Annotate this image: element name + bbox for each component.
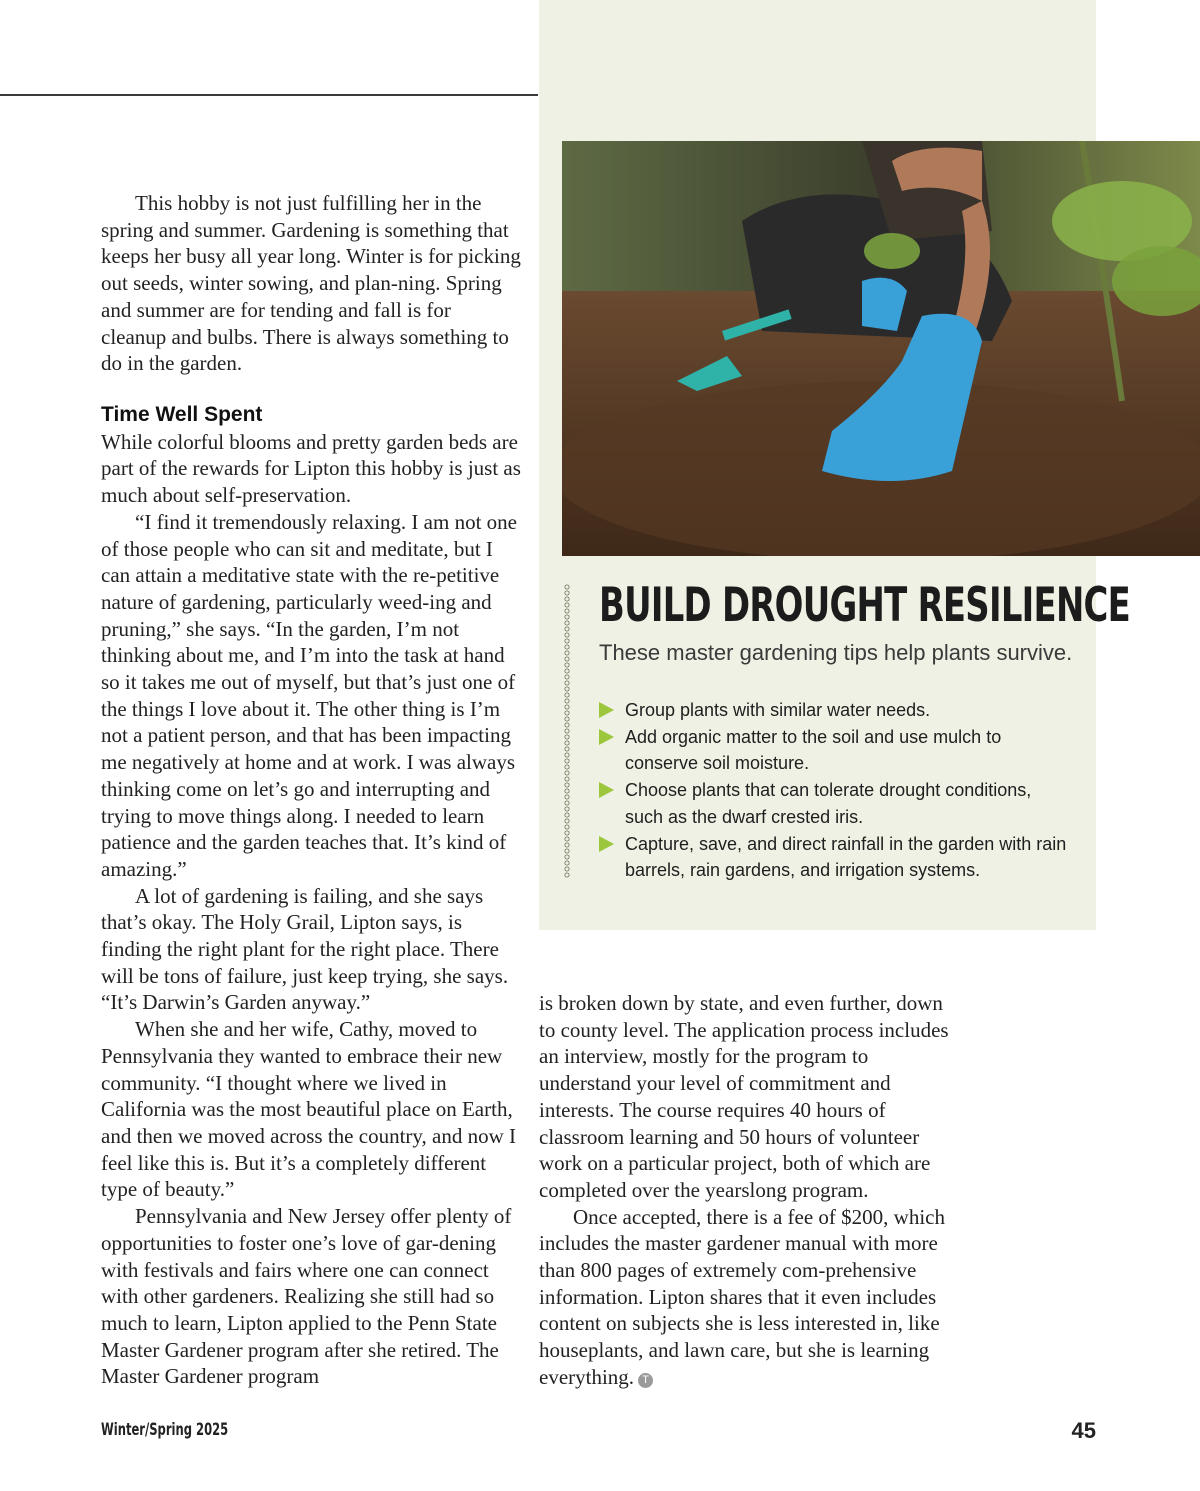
dotted-divider [563,584,571,878]
tip-item: Group plants with similar water needs. [599,697,1069,724]
tip-item: Add organic matter to the soil and use mulch to conserve soil moisture. [599,724,1069,777]
tip-item: Choose plants that can tolerate drought conditions, such as the dwarf crested iris. [599,777,1069,830]
tips-list [599,697,1069,884]
sidebar-title: BUILD DROUGHT RESILIENCE [599,578,1131,633]
gardening-photo [562,141,1200,556]
top-rule [0,94,538,96]
issue-label: Winter/Spring 2025 [101,1420,229,1440]
body-paragraph-last [539,1204,959,1391]
body-paragraph: When she and her wife, Cathy, moved to Pennsylvania they wanted to embrace their new community. “I thought where we lived in California was the most beautiful place on Earth, and then we moved across the country, and now I feel like this is. But it’s a completely different type of beauty.” [101,1017,517,1202]
tip-item: Capture, save, and direct rainfall in the garden with rain barrels, rain gardens, and irrigation systems. [599,831,1069,884]
body-paragraph: This hobby is not just fulfilling her in the spring and summer. Gardening is something that keeps her busy all year long. Winter is for picking out seeds, winter sowing, and plan-ning. Spring and summer are for tending and fall is for cleanup and bulbs. There is always something to do in the garden. [101,191,521,376]
body-paragraph: While colorful blooms and pretty garden beds are part of the rewards for Lipton this hobby is just as much about self-preservation. [101,429,521,508]
sidebar-subtitle: These master gardening tips help plants survive. [599,640,1073,665]
body-paragraph: “I find it tremendously relaxing. I am not one of those people who can sit and meditate, but I can attain a meditative state with the re-petitive nature of gardening, particularly weed-ing and pruning,” she says. “In the garden, I’m not thinking about me, and I’m into the task at hand so it takes me out of myself, but that’s just one of the things I love about it. The other thing is I’m not a patient person, and that has been impacting me negatively at home and at work. I was always thinking come on let’s go and interrupting and trying to move things along. I needed to learn patience and the garden teaches that. It’s kind of amazing.” [101,509,517,881]
body-paragraph-text: Once accepted, there is a fee of $200, which includes the master gardener manual with more than 800 pages of extremely com-prehensive information. Lipton shares that it even includes content on subjects she is less interested in, like houseplants, and lawn care, but she is learning everything. [539,1204,945,1389]
section-heading: Time Well Spent [101,403,263,426]
body-paragraph: A lot of gardening is failing, and she says that’s okay. The Holy Grail, Lipton says, is finding the right plant for the right place. There will be tons of failure, just keep trying, she says. “It’s Darwin’s Garden anyway.” [101,883,509,1015]
article-column-2 [539,990,959,1391]
article-column-1-section [101,402,521,1390]
end-mark-icon: T [638,1373,653,1388]
body-paragraph: is broken down by state, and even further, down to county level. The application process includes an interview, mostly for the program to understand your level of commitment and interests. The course requires 40 hours of classroom learning and 50 hours of volunteer work on a particular project, both of which are completed over the yearslong program. [539,991,949,1202]
body-paragraph: Pennsylvania and New Jersey offer plenty of opportunities to foster one’s love of gar-dening with festivals and fairs where one can connect with other gardeners. Realizing she still had so much to learn, Lipton applied to the Penn State Master Gardener program after she retired. The Master Gardener program [101,1204,512,1389]
page-number: 45 [1071,1418,1096,1443]
article-column-1-intro [101,190,521,377]
